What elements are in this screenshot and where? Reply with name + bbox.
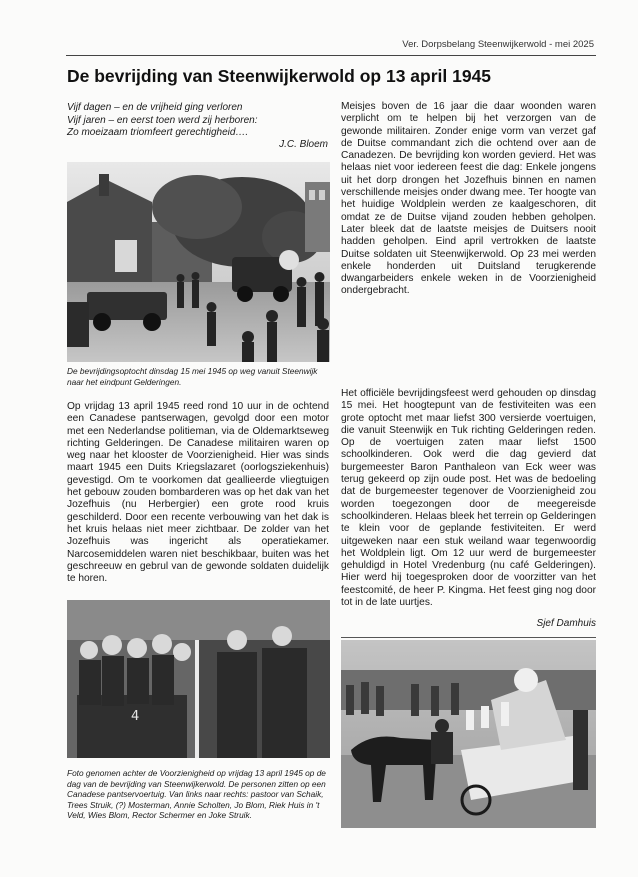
article-author: Sjef Damhuis	[536, 618, 596, 629]
article-title: De bevrijding van Steenwijkerwold op 13 april 1945	[67, 66, 492, 86]
paragraph: Het officiële bevrijdingsfeest werd gehouden op dinsdag 15 mei. Het hoogtepunt van de festiviteiten was een grote optocht met maar liefst 300 versierde voertuigen, die vanuit Steenwijk en Tuk richting Gelderingen reden. Op de voertuigen zaten maar liefst 1500 schoolkinderen. Ook werd die dag gevierd dat burgemeester Baron Panthaleon van Eck weer was terug gekeerd op zijn oude post. Het was de bedoeling dat de burgemeester tegenover de Voorzienigheid zou worden toegezongen door de meegereisde schoolkinderen. Helaas bleek het terrein op Gelderingen te klein voor de geplande festiviteiten. Er werd uitgeweken naar een stuk weiland waar tegenwoordig het Woldplein ligt. Om 12 uur werd de burgemeester gehuldigd in Hotel Vredenburg (nu café Gelderingen). Hier werd hij toegesproken door de voorzitter van het feestcomité, de heer P. Kingma. Het feest ging nog door tot in de late uurtjes.	[341, 388, 596, 609]
photo-group-on-armoured-vehicle	[67, 600, 330, 758]
paragraph: Meisjes boven de 16 jaar die daar woonden waren verplicht om te helpen bij het verzorgen van de gewonde militairen. Zonder enige vorm van verzet gaf de Duitse commandant zich die ochtend over aan de Canadezen. De bevrijding kon worden gevierd. Het was helaas niet voor iedereen feest die dag: Enkele jongens uit het dorp drongen het Jozefhuis binnen en namen verschillende meisjes onder dwang mee. Ter hoogte van het huidige Woldplein werden ze kaalgeschoren, dit omdat ze de Duitse vijand zouden hebben geholpen. Later bleek dat de laatste meisjes de Duitsers nooit hadden geholpen. Eind april vertrokken de laatste Duitse soldaten uit Steenwijkerwold. Op 23 mei werden enkele honderden uit Duitsland terugkerende dwangarbeiders enkele weken in de Voorzienigheid ondergebracht.	[341, 101, 596, 297]
poem-author: J.C. Bloem	[279, 139, 328, 150]
vehicle-number-mark: 4	[131, 709, 140, 724]
header-rule	[66, 55, 596, 56]
article-column-right-top	[341, 101, 596, 298]
photo-horse-drawn-float	[341, 640, 596, 828]
poem-line: Vijf jaren – en eerst toen werd zij herboren:	[67, 114, 258, 126]
photo-liberation-parade	[67, 162, 330, 362]
photo-caption: De bevrijdingsoptocht dinsdag 15 mei 1945 op weg vanuit Steenwijk naar het eindpunt Gelderingen.	[67, 366, 318, 387]
poem-line: Vijf dagen – en de vrijheid ging verloren	[67, 102, 243, 113]
poem	[67, 102, 329, 140]
article-column-left	[67, 401, 329, 585]
article-column-right-mid	[341, 388, 596, 609]
photo-caption: Foto genomen achter de Voorzienigheid op vrijdag 13 april 1945 op de dag van de bevrijding van Steenwijkerwold. De personen zitten op een Canadese pantservoertuig. Van links naar rechts: pastoor van Schaik, Trees Struik, (?) Mosterman, Annie Scholten, Jo Blom, Riek Huis in 't Veld, Wies Blom, Rector Schermer en Joke Struik.	[67, 768, 326, 820]
column-rule	[341, 637, 596, 638]
paragraph: Op vrijdag 13 april 1945 reed rond 10 uur in de ochtend een Canadese pantserwagen, gevolgd door een motor met een Nederlandse politieman, via de Oldemarktseweg richting Gelderingen. De Canadese militairen waren op weg naar het klooster de Voorzienigheid. Hier was sinds maart 1945 een Duits Kriegslazaret (oorlogsziekenhuis) gevestigd. Om te voorkomen dat geallieerde vliegtuigen het gebouw zouden bombarderen was op het dak van het Jozefhuis (nu Herbergier) een grote rood kruis geschilderd. Door een recente verbouwing van het dak is het kruis helaas niet meer zichtbaar. De zolder van het Jozefhuis was ingericht als operatiekamer. Narcosemiddelen waren niet beschikbaar, buiten was het geschreeuw en gebrul van de gewonde soldaten duidelijk te horen.	[67, 401, 329, 585]
poem-line: Zo moeizaam triomfeert gerechtigheid….	[67, 127, 249, 138]
page-header: Ver. Dorpsbelang Steenwijkerwold - mei 2025	[402, 39, 594, 50]
